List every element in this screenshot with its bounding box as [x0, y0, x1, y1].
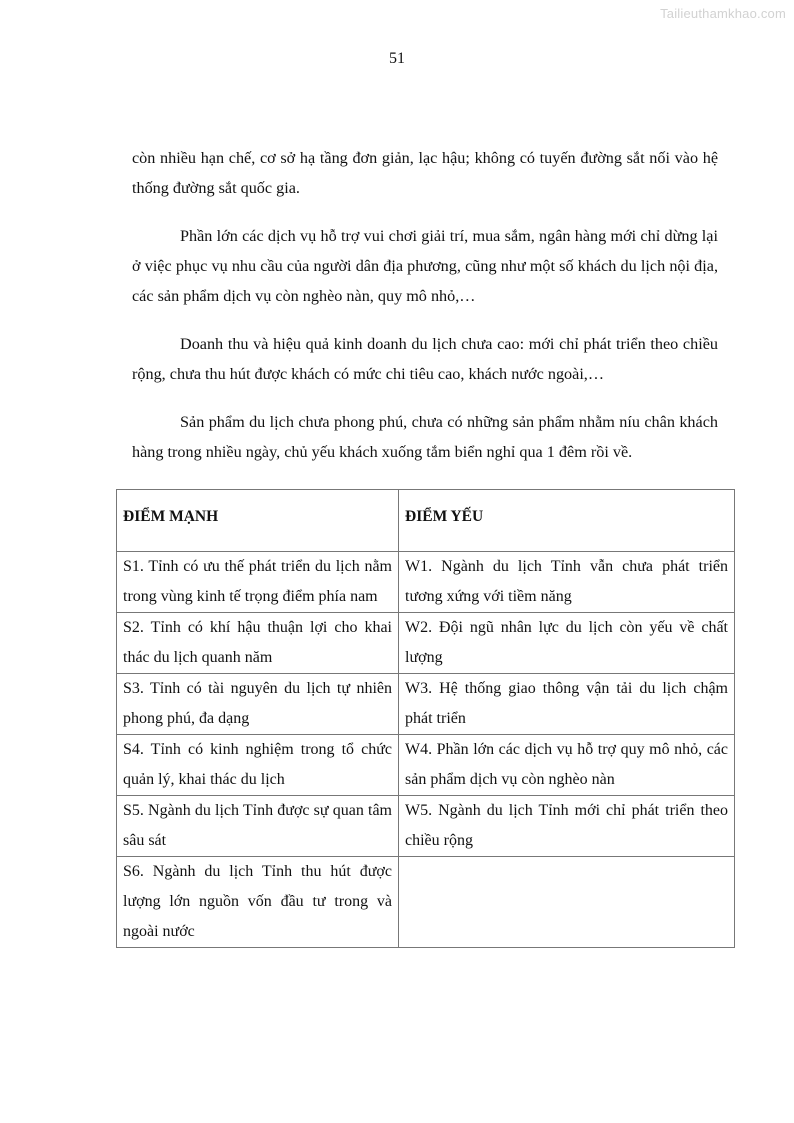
body-text: [132, 143, 718, 485]
table-header-row: [117, 490, 735, 552]
paragraph: Phần lớn các dịch vụ hỗ trợ vui chơi giải trí, mua sắm, ngân hàng mới chỉ dừng lại ở việc phục vụ nhu cầu của người dân địa phương, cũng như một số khách du lịch nội địa, các sản phẩm dịch vụ còn nghèo nàn, quy mô nhỏ,…: [132, 227, 718, 305]
strength-cell: S2. Tỉnh có khí hậu thuận lợi cho khai thác du lịch quanh năm: [117, 613, 399, 674]
weakness-cell: W1. Ngành du lịch Tỉnh vẫn chưa phát triển tương xứng với tiềm năng: [399, 552, 735, 613]
table-row: [117, 552, 735, 613]
table-row: [117, 857, 735, 948]
swot-table: [116, 489, 735, 948]
paragraph: còn nhiều hạn chế, cơ sở hạ tầng đơn giản, lạc hậu; không có tuyến đường sắt nối vào hệ thống đường sắt quốc gia.: [132, 149, 718, 197]
header-weaknesses: ĐIỂM YẾU: [399, 490, 735, 552]
watermark: Tailieuthamkhao.com: [660, 6, 786, 21]
table-row: [117, 613, 735, 674]
weakness-cell: W3. Hệ thống giao thông vận tải du lịch chậm phát triển: [399, 674, 735, 735]
weakness-cell: W5. Ngành du lịch Tỉnh mới chỉ phát triển theo chiều rộng: [399, 796, 735, 857]
strength-cell: S3. Tỉnh có tài nguyên du lịch tự nhiên phong phú, đa dạng: [117, 674, 399, 735]
header-strengths: ĐIỂM MẠNH: [117, 490, 399, 552]
table-row: [117, 735, 735, 796]
strength-cell: S5. Ngành du lịch Tỉnh được sự quan tâm sâu sát: [117, 796, 399, 857]
table-row: [117, 796, 735, 857]
weakness-cell: [399, 857, 735, 948]
weakness-cell: W4. Phần lớn các dịch vụ hỗ trợ quy mô nhỏ, các sản phẩm dịch vụ còn nghèo nàn: [399, 735, 735, 796]
weakness-cell: W2. Đội ngũ nhân lực du lịch còn yếu về chất lượng: [399, 613, 735, 674]
paragraph: Doanh thu và hiệu quả kinh doanh du lịch chưa cao: mới chỉ phát triển theo chiều rộng, chưa thu hút được khách có mức chi tiêu cao, khách nước ngoài,…: [132, 335, 718, 383]
strength-cell: S6. Ngành du lịch Tỉnh thu hút được lượng lớn nguồn vốn đầu tư trong và ngoài nước: [117, 857, 399, 948]
strength-cell: S1. Tỉnh có ưu thế phát triển du lịch nằm trong vùng kinh tế trọng điểm phía nam: [117, 552, 399, 613]
strength-cell: S4. Tỉnh có kinh nghiệm trong tổ chức quản lý, khai thác du lịch: [117, 735, 399, 796]
page-number: 51: [389, 50, 405, 67]
table-row: [117, 674, 735, 735]
paragraph: Sản phẩm du lịch chưa phong phú, chưa có những sản phẩm nhằm níu chân khách hàng trong nhiều ngày, chủ yếu khách xuống tắm biển nghỉ qua 1 đêm rồi về.: [132, 413, 718, 461]
